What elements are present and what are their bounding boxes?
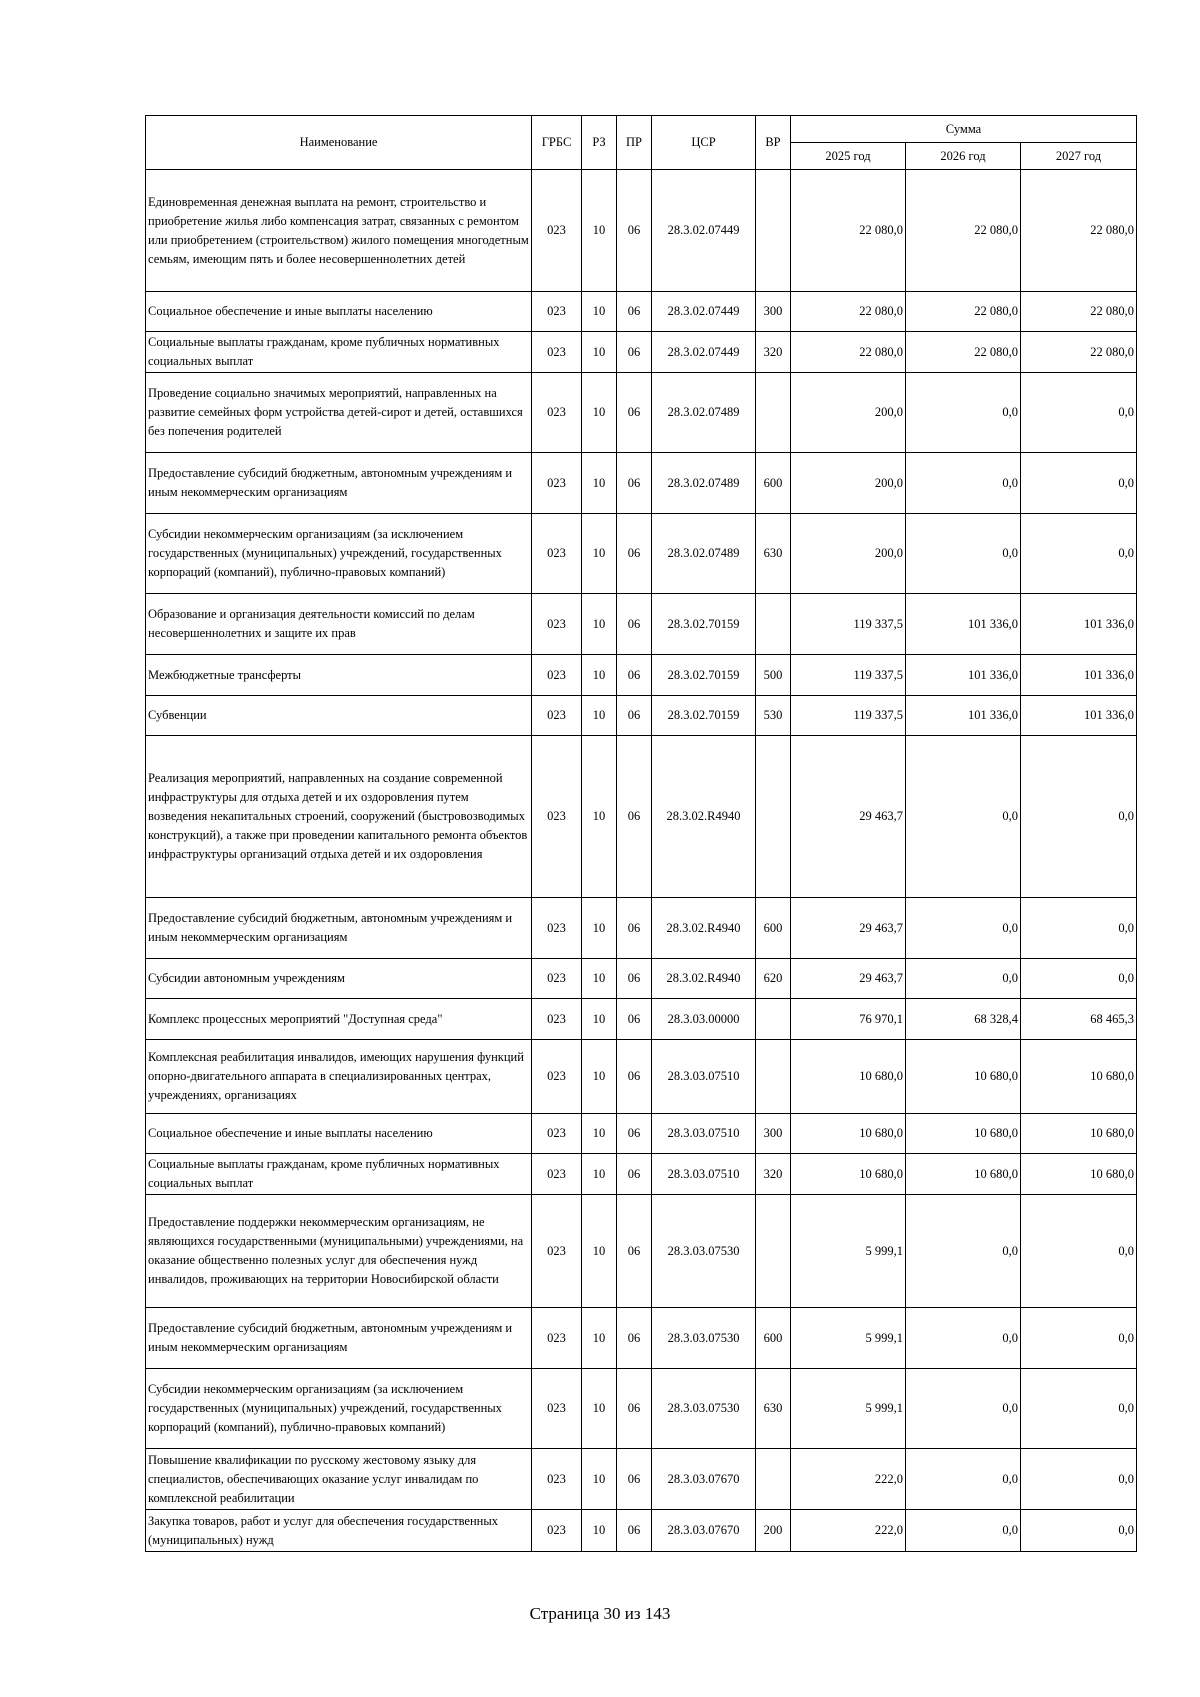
row-vr: 630 bbox=[756, 514, 791, 594]
row-name: Субсидии некоммерческим организациям (за исключением государственных (муниципальных) учреждений, государственных корпораций (компаний), публично-правовых компаний) bbox=[146, 1369, 532, 1449]
table-row bbox=[146, 1040, 1137, 1114]
row-vr bbox=[756, 736, 791, 898]
row-name: Повышение квалификации по русскому жестовому языку для специалистов, обеспечивающих оказание услуг инвалидам по комплексной реабилитации bbox=[146, 1449, 532, 1510]
row-grbs: 023 bbox=[532, 1195, 582, 1308]
header-rz: РЗ bbox=[582, 116, 617, 170]
row-vr: 600 bbox=[756, 453, 791, 514]
header-row bbox=[146, 116, 1137, 143]
row-name: Комплексная реабилитация инвалидов, имеющих нарушения функций опорно-двигательного аппарата в специализированных центрах, учреждениях, организациях bbox=[146, 1040, 532, 1114]
row-name: Предоставление поддержки некоммерческим организациям, не являющихся государственными (муниципальными) учреждениями, на оказание общественно полезных услуг для обеспечения нужд инвалидов, проживающих на территории Новосибирской области bbox=[146, 1195, 532, 1308]
row-csr: 28.3.02.R4940 bbox=[652, 736, 756, 898]
header-name: Наименование bbox=[146, 116, 532, 170]
row-name: Субвенции bbox=[146, 696, 532, 736]
row-rz: 10 bbox=[582, 1114, 617, 1154]
row-rz: 10 bbox=[582, 332, 617, 373]
row-name: Реализация мероприятий, направленных на создание современной инфраструктуры для отдыха детей и их оздоровления путем возведения некапитальных строений, сооружений (быстровозводимых конструкций), а также при проведении капитального ремонта объектов инфраструктуры организаций отдыха детей и их оздоровления bbox=[146, 736, 532, 898]
row-name: Социальные выплаты гражданам, кроме публичных нормативных социальных выплат bbox=[146, 332, 532, 373]
row-pr: 06 bbox=[617, 292, 652, 332]
row-sum-2027: 22 080,0 bbox=[1021, 292, 1137, 332]
row-rz: 10 bbox=[582, 898, 617, 959]
row-rz: 10 bbox=[582, 514, 617, 594]
row-sum-2027: 0,0 bbox=[1021, 1308, 1137, 1369]
row-pr: 06 bbox=[617, 453, 652, 514]
row-sum-2027: 22 080,0 bbox=[1021, 170, 1137, 292]
row-vr: 320 bbox=[756, 1154, 791, 1195]
row-pr: 06 bbox=[617, 332, 652, 373]
row-sum-2025: 29 463,7 bbox=[791, 736, 906, 898]
row-rz: 10 bbox=[582, 1195, 617, 1308]
row-name: Социальное обеспечение и иные выплаты населению bbox=[146, 292, 532, 332]
row-sum-2025: 119 337,5 bbox=[791, 655, 906, 696]
row-sum-2027: 0,0 bbox=[1021, 1449, 1137, 1510]
row-sum-2025: 22 080,0 bbox=[791, 332, 906, 373]
row-rz: 10 bbox=[582, 1449, 617, 1510]
table-row bbox=[146, 1114, 1137, 1154]
row-rz: 10 bbox=[582, 1308, 617, 1369]
row-sum-2026: 0,0 bbox=[906, 373, 1021, 453]
row-sum-2026: 101 336,0 bbox=[906, 655, 1021, 696]
row-name: Предоставление субсидий бюджетным, автономным учреждениям и иным некоммерческим организациям bbox=[146, 1308, 532, 1369]
row-grbs: 023 bbox=[532, 292, 582, 332]
row-sum-2025: 29 463,7 bbox=[791, 959, 906, 999]
row-grbs: 023 bbox=[532, 1154, 582, 1195]
row-csr: 28.3.02.70159 bbox=[652, 594, 756, 655]
row-sum-2025: 22 080,0 bbox=[791, 292, 906, 332]
row-grbs: 023 bbox=[532, 453, 582, 514]
row-name: Комплекс процессных мероприятий "Доступная среда" bbox=[146, 999, 532, 1040]
row-grbs: 023 bbox=[532, 696, 582, 736]
row-rz: 10 bbox=[582, 453, 617, 514]
row-csr: 28.3.03.07510 bbox=[652, 1154, 756, 1195]
row-grbs: 023 bbox=[532, 514, 582, 594]
row-vr: 600 bbox=[756, 1308, 791, 1369]
row-sum-2026: 0,0 bbox=[906, 959, 1021, 999]
row-name: Проведение социально значимых мероприятий, направленных на развитие семейных форм устройства детей-сирот и детей, оставшихся без попечения родителей bbox=[146, 373, 532, 453]
row-name: Субсидии автономным учреждениям bbox=[146, 959, 532, 999]
row-sum-2027: 22 080,0 bbox=[1021, 332, 1137, 373]
row-sum-2025: 29 463,7 bbox=[791, 898, 906, 959]
row-pr: 06 bbox=[617, 1369, 652, 1449]
row-vr: 500 bbox=[756, 655, 791, 696]
row-vr: 320 bbox=[756, 332, 791, 373]
row-name: Социальные выплаты гражданам, кроме публичных нормативных социальных выплат bbox=[146, 1154, 532, 1195]
row-grbs: 023 bbox=[532, 170, 582, 292]
table-row bbox=[146, 1195, 1137, 1308]
header-csr: ЦСР bbox=[652, 116, 756, 170]
row-vr bbox=[756, 999, 791, 1040]
table-row bbox=[146, 696, 1137, 736]
row-pr: 06 bbox=[617, 1449, 652, 1510]
table-row bbox=[146, 1449, 1137, 1510]
row-sum-2027: 0,0 bbox=[1021, 959, 1137, 999]
row-sum-2027: 0,0 bbox=[1021, 1369, 1137, 1449]
row-sum-2026: 101 336,0 bbox=[906, 594, 1021, 655]
row-sum-2025: 5 999,1 bbox=[791, 1369, 906, 1449]
row-sum-2026: 22 080,0 bbox=[906, 292, 1021, 332]
table-row bbox=[146, 999, 1137, 1040]
budget-table bbox=[145, 115, 1137, 1552]
table-row bbox=[146, 898, 1137, 959]
row-csr: 28.3.02.R4940 bbox=[652, 898, 756, 959]
row-vr bbox=[756, 373, 791, 453]
row-sum-2025: 76 970,1 bbox=[791, 999, 906, 1040]
row-sum-2025: 200,0 bbox=[791, 514, 906, 594]
row-rz: 10 bbox=[582, 655, 617, 696]
row-sum-2025: 10 680,0 bbox=[791, 1154, 906, 1195]
row-grbs: 023 bbox=[532, 959, 582, 999]
row-vr: 300 bbox=[756, 292, 791, 332]
row-sum-2025: 200,0 bbox=[791, 453, 906, 514]
header-pr: ПР bbox=[617, 116, 652, 170]
row-name: Социальное обеспечение и иные выплаты населению bbox=[146, 1114, 532, 1154]
table-row bbox=[146, 655, 1137, 696]
row-pr: 06 bbox=[617, 594, 652, 655]
row-vr bbox=[756, 1040, 791, 1114]
row-grbs: 023 bbox=[532, 736, 582, 898]
row-sum-2025: 10 680,0 bbox=[791, 1040, 906, 1114]
row-grbs: 023 bbox=[532, 1040, 582, 1114]
row-sum-2027: 0,0 bbox=[1021, 453, 1137, 514]
row-pr: 06 bbox=[617, 514, 652, 594]
row-grbs: 023 bbox=[532, 1510, 582, 1552]
row-sum-2026: 0,0 bbox=[906, 736, 1021, 898]
row-sum-2025: 119 337,5 bbox=[791, 594, 906, 655]
row-sum-2025: 222,0 bbox=[791, 1449, 906, 1510]
table-row bbox=[146, 959, 1137, 999]
row-sum-2026: 0,0 bbox=[906, 1510, 1021, 1552]
row-csr: 28.3.02.07489 bbox=[652, 373, 756, 453]
row-rz: 10 bbox=[582, 1040, 617, 1114]
row-sum-2026: 0,0 bbox=[906, 1195, 1021, 1308]
row-pr: 06 bbox=[617, 1154, 652, 1195]
row-csr: 28.3.02.07449 bbox=[652, 292, 756, 332]
row-csr: 28.3.02.R4940 bbox=[652, 959, 756, 999]
row-sum-2027: 10 680,0 bbox=[1021, 1154, 1137, 1195]
row-grbs: 023 bbox=[532, 332, 582, 373]
row-name: Единовременная денежная выплата на ремонт, строительство и приобретение жилья либо компенсация затрат, связанных с ремонтом или приобретением (строительством) жилого помещения многодетным семьям, имеющим пять и более несовершеннолетних детей bbox=[146, 170, 532, 292]
page-number: Страница 30 из 143 bbox=[529, 1604, 671, 1623]
row-csr: 28.3.03.07670 bbox=[652, 1449, 756, 1510]
row-sum-2025: 5 999,1 bbox=[791, 1195, 906, 1308]
row-sum-2025: 10 680,0 bbox=[791, 1114, 906, 1154]
row-sum-2026: 0,0 bbox=[906, 898, 1021, 959]
row-vr bbox=[756, 170, 791, 292]
table-row bbox=[146, 170, 1137, 292]
row-pr: 06 bbox=[617, 696, 652, 736]
row-rz: 10 bbox=[582, 999, 617, 1040]
row-sum-2027: 68 465,3 bbox=[1021, 999, 1137, 1040]
header-sum: Сумма bbox=[791, 116, 1137, 143]
row-vr: 620 bbox=[756, 959, 791, 999]
row-csr: 28.3.03.07530 bbox=[652, 1308, 756, 1369]
row-csr: 28.3.02.07489 bbox=[652, 514, 756, 594]
table-row bbox=[146, 594, 1137, 655]
row-rz: 10 bbox=[582, 696, 617, 736]
row-csr: 28.3.02.07449 bbox=[652, 332, 756, 373]
row-csr: 28.3.03.07510 bbox=[652, 1040, 756, 1114]
row-sum-2027: 10 680,0 bbox=[1021, 1114, 1137, 1154]
row-vr: 300 bbox=[756, 1114, 791, 1154]
row-pr: 06 bbox=[617, 736, 652, 898]
row-sum-2027: 0,0 bbox=[1021, 514, 1137, 594]
row-pr: 06 bbox=[617, 898, 652, 959]
row-sum-2026: 68 328,4 bbox=[906, 999, 1021, 1040]
row-rz: 10 bbox=[582, 1369, 617, 1449]
row-rz: 10 bbox=[582, 594, 617, 655]
row-pr: 06 bbox=[617, 655, 652, 696]
row-pr: 06 bbox=[617, 959, 652, 999]
table-row bbox=[146, 1308, 1137, 1369]
row-pr: 06 bbox=[617, 373, 652, 453]
row-pr: 06 bbox=[617, 170, 652, 292]
row-rz: 10 bbox=[582, 1154, 617, 1195]
row-sum-2026: 0,0 bbox=[906, 1449, 1021, 1510]
row-name: Предоставление субсидий бюджетным, автономным учреждениям и иным некоммерческим организациям bbox=[146, 453, 532, 514]
row-sum-2025: 119 337,5 bbox=[791, 696, 906, 736]
row-vr: 530 bbox=[756, 696, 791, 736]
row-sum-2027: 101 336,0 bbox=[1021, 594, 1137, 655]
row-pr: 06 bbox=[617, 1510, 652, 1552]
row-sum-2027: 0,0 bbox=[1021, 898, 1137, 959]
row-vr: 630 bbox=[756, 1369, 791, 1449]
row-pr: 06 bbox=[617, 1114, 652, 1154]
row-rz: 10 bbox=[582, 959, 617, 999]
row-name: Предоставление субсидий бюджетным, автономным учреждениям и иным некоммерческим организациям bbox=[146, 898, 532, 959]
table-row bbox=[146, 332, 1137, 373]
table-row bbox=[146, 514, 1137, 594]
row-sum-2027: 0,0 bbox=[1021, 736, 1137, 898]
row-sum-2027: 101 336,0 bbox=[1021, 696, 1137, 736]
row-vr: 200 bbox=[756, 1510, 791, 1552]
row-sum-2026: 0,0 bbox=[906, 453, 1021, 514]
row-sum-2026: 10 680,0 bbox=[906, 1154, 1021, 1195]
row-csr: 28.3.02.70159 bbox=[652, 696, 756, 736]
row-vr bbox=[756, 1449, 791, 1510]
row-csr: 28.3.02.07449 bbox=[652, 170, 756, 292]
row-grbs: 023 bbox=[532, 898, 582, 959]
row-vr bbox=[756, 1195, 791, 1308]
row-csr: 28.3.03.00000 bbox=[652, 999, 756, 1040]
header-grbs: ГРБС bbox=[532, 116, 582, 170]
table-row bbox=[146, 1510, 1137, 1552]
row-sum-2027: 0,0 bbox=[1021, 1195, 1137, 1308]
row-vr: 600 bbox=[756, 898, 791, 959]
row-csr: 28.3.03.07530 bbox=[652, 1369, 756, 1449]
row-pr: 06 bbox=[617, 1040, 652, 1114]
row-csr: 28.3.03.07510 bbox=[652, 1114, 756, 1154]
row-grbs: 023 bbox=[532, 1449, 582, 1510]
row-pr: 06 bbox=[617, 1195, 652, 1308]
row-grbs: 023 bbox=[532, 594, 582, 655]
row-sum-2025: 5 999,1 bbox=[791, 1308, 906, 1369]
row-sum-2026: 0,0 bbox=[906, 1369, 1021, 1449]
row-name: Закупка товаров, работ и услуг для обеспечения государственных (муниципальных) нужд bbox=[146, 1510, 532, 1552]
row-grbs: 023 bbox=[532, 373, 582, 453]
row-csr: 28.3.02.07489 bbox=[652, 453, 756, 514]
row-sum-2027: 101 336,0 bbox=[1021, 655, 1137, 696]
row-rz: 10 bbox=[582, 373, 617, 453]
row-csr: 28.3.02.70159 bbox=[652, 655, 756, 696]
header-vr: ВР bbox=[756, 116, 791, 170]
row-sum-2025: 22 080,0 bbox=[791, 170, 906, 292]
table-row bbox=[146, 1369, 1137, 1449]
row-grbs: 023 bbox=[532, 999, 582, 1040]
row-grbs: 023 bbox=[532, 1369, 582, 1449]
row-sum-2026: 10 680,0 bbox=[906, 1040, 1021, 1114]
row-sum-2025: 200,0 bbox=[791, 373, 906, 453]
header-2025: 2025 год bbox=[791, 143, 906, 170]
table-row bbox=[146, 373, 1137, 453]
row-sum-2026: 22 080,0 bbox=[906, 170, 1021, 292]
row-rz: 10 bbox=[582, 1510, 617, 1552]
row-rz: 10 bbox=[582, 736, 617, 898]
row-sum-2027: 0,0 bbox=[1021, 1510, 1137, 1552]
table-row bbox=[146, 1154, 1137, 1195]
row-csr: 28.3.03.07670 bbox=[652, 1510, 756, 1552]
row-sum-2026: 22 080,0 bbox=[906, 332, 1021, 373]
row-grbs: 023 bbox=[532, 1308, 582, 1369]
row-sum-2027: 10 680,0 bbox=[1021, 1040, 1137, 1114]
row-sum-2025: 222,0 bbox=[791, 1510, 906, 1552]
table-row bbox=[146, 736, 1137, 898]
row-vr bbox=[756, 594, 791, 655]
row-sum-2026: 10 680,0 bbox=[906, 1114, 1021, 1154]
table-row bbox=[146, 292, 1137, 332]
header-2026: 2026 год bbox=[906, 143, 1021, 170]
row-rz: 10 bbox=[582, 170, 617, 292]
row-pr: 06 bbox=[617, 1308, 652, 1369]
table-row bbox=[146, 453, 1137, 514]
row-sum-2026: 101 336,0 bbox=[906, 696, 1021, 736]
row-rz: 10 bbox=[582, 292, 617, 332]
row-grbs: 023 bbox=[532, 655, 582, 696]
row-name: Субсидии некоммерческим организациям (за исключением государственных (муниципальных) учреждений, государственных корпораций (компаний), публично-правовых компаний) bbox=[146, 514, 532, 594]
row-sum-2026: 0,0 bbox=[906, 514, 1021, 594]
row-sum-2026: 0,0 bbox=[906, 1308, 1021, 1369]
row-sum-2027: 0,0 bbox=[1021, 373, 1137, 453]
row-grbs: 023 bbox=[532, 1114, 582, 1154]
table-body bbox=[146, 170, 1137, 1552]
row-name: Образование и организация деятельности комиссий по делам несовершеннолетних и защите их прав bbox=[146, 594, 532, 655]
row-pr: 06 bbox=[617, 999, 652, 1040]
row-csr: 28.3.03.07530 bbox=[652, 1195, 756, 1308]
header-2027: 2027 год bbox=[1021, 143, 1137, 170]
row-name: Межбюджетные трансферты bbox=[146, 655, 532, 696]
